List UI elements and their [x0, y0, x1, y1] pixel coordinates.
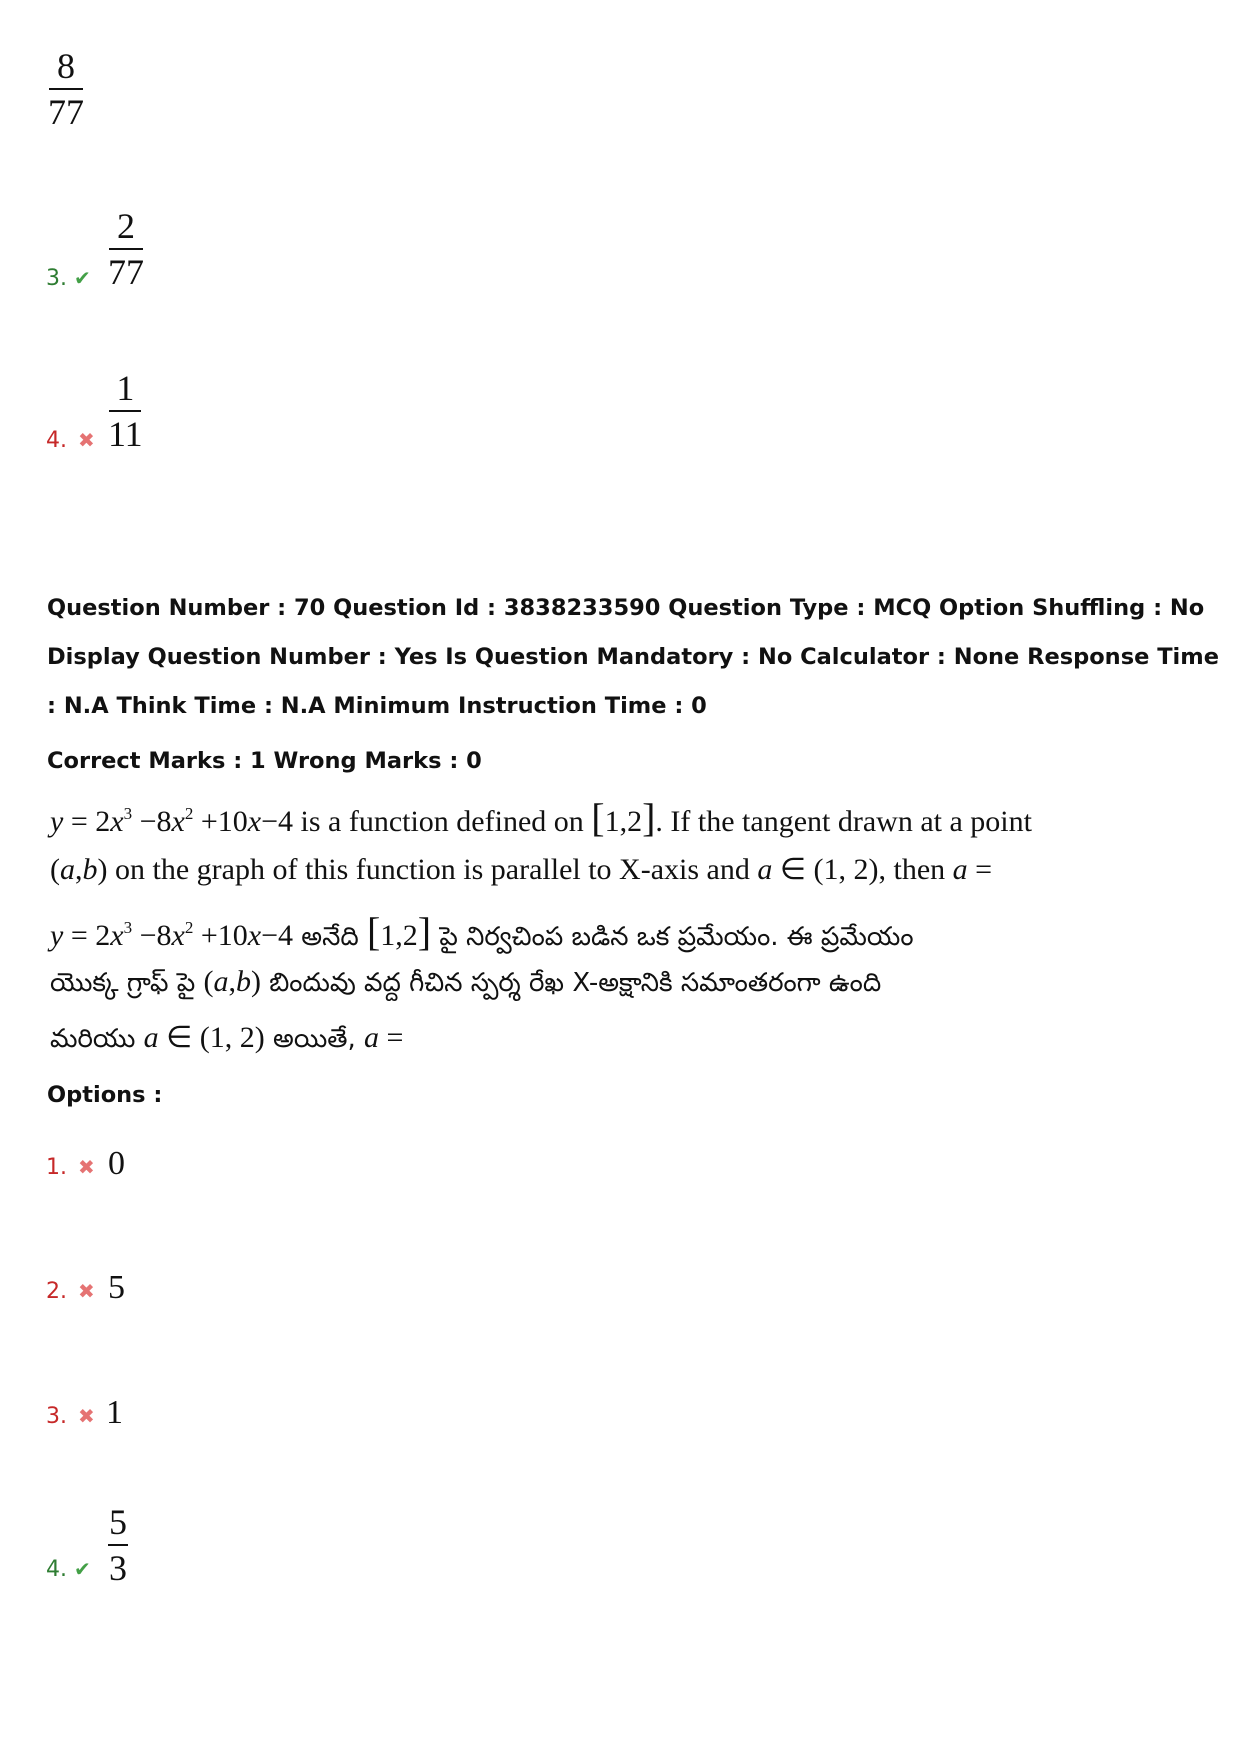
question-text: మరియు — [50, 1024, 144, 1054]
option-3-number: 3. — [46, 1404, 67, 1429]
interval: [ — [366, 909, 381, 954]
check-icon: ✔ — [74, 1557, 91, 1581]
option-3-value: 1 — [106, 1394, 123, 1431]
question-meta-line-2: Display Question Number : Yes Is Question Mandatory : No Calculator : None Response Time — [47, 644, 1219, 670]
question-en-line-2 — [50, 852, 992, 887]
domain-condition: a ∈ (1, 2) — [757, 853, 879, 886]
fraction-bar — [109, 410, 141, 412]
fraction-numerator: 5 — [109, 1502, 127, 1542]
domain-condition: a ∈ (1, 2) — [143, 1021, 265, 1054]
option-2-number: 2. — [46, 1279, 67, 1304]
option-4-fraction — [108, 1502, 128, 1588]
question-meta-line-3: : N.A Think Time : N.A Minimum Instruction Time : 0 — [47, 693, 707, 719]
question-text: పై నిర్వచింప బడిన ఒక ప్రమేయం. ఈ ప్రమేయం — [431, 922, 914, 952]
option-1-number: 1. — [46, 1155, 67, 1180]
equation: $y = 2x^3 -8x^2 +10x-4$ — [50, 918, 293, 952]
interval: [ — [591, 795, 605, 840]
question-text: అయితే, — [264, 1024, 365, 1054]
prev-option-4-number: 4. — [46, 428, 67, 453]
option-2-value: 5 — [108, 1269, 125, 1306]
option-4-number: 4. — [46, 1557, 67, 1582]
fraction-denominator: 3 — [109, 1548, 127, 1588]
fraction-bar — [49, 88, 83, 90]
question-te-line-1: $y = 2x^3 -8x^2 +10x-4$ అనేది [1,2] పై నిర్వచింప బడిన ఒక ప్రమేయం. ఈ ప్రమేయం — [50, 909, 914, 954]
question-en-line-1: $y = 2x^3 -8x^2 +10x-4$ is a function defined on [1,2]. If the tangent drawn at a point — [50, 795, 1032, 840]
cross-icon: ✖ — [78, 1404, 95, 1428]
fraction-denominator: 77 — [48, 92, 84, 132]
question-te-line-3 — [50, 1020, 403, 1060]
equation: $y = 2x^3 -8x^2 +10x-4$ — [50, 804, 293, 838]
fraction-bar — [108, 1544, 128, 1546]
answer-variable: a = — [952, 853, 993, 886]
question-text: యొక్క గ్రాఫ్ పై — [50, 968, 204, 998]
prev-option-2-fraction — [48, 46, 84, 132]
prev-option-3-fraction — [108, 206, 144, 292]
fraction-denominator: 77 — [108, 252, 144, 292]
question-te-line-2 — [50, 965, 881, 1004]
point: (a,b) — [50, 853, 108, 886]
answer-variable: a = — [364, 1021, 404, 1054]
marks-line: Correct Marks : 1 Wrong Marks : 0 — [47, 748, 482, 774]
question-meta-line-1: Question Number : 70 Question Id : 3838233590 Question Type : MCQ Option Shuffling : No — [47, 595, 1205, 621]
cross-icon: ✖ — [78, 428, 95, 452]
question-text: బిందువు వద్ద గీచిన స్పర్శ రేఖ X-అక్షానికి సమాంతరంగా ఉంది — [260, 968, 882, 998]
prev-option-3-number: 3. — [46, 266, 67, 291]
question-text: , then — [878, 853, 953, 886]
fraction-denominator: 11 — [108, 414, 143, 454]
question-text: on the graph of this function is parallel to X-axis and — [107, 853, 758, 886]
fraction-bar — [109, 248, 143, 250]
question-text: is a function defined on — [293, 805, 592, 838]
question-text: . If the tangent drawn at a point — [655, 805, 1032, 838]
question-text: అనేది — [293, 922, 367, 952]
point: (a,b) — [203, 965, 261, 998]
prev-option-4-fraction — [108, 368, 143, 454]
cross-icon: ✖ — [78, 1279, 95, 1303]
fraction-numerator: 2 — [117, 206, 135, 246]
cross-icon: ✖ — [78, 1155, 95, 1179]
fraction-numerator: 8 — [57, 46, 75, 86]
check-icon: ✔ — [74, 266, 91, 290]
fraction-numerator: 1 — [116, 368, 135, 408]
option-1-value: 0 — [108, 1145, 125, 1182]
options-label: Options : — [47, 1082, 163, 1108]
